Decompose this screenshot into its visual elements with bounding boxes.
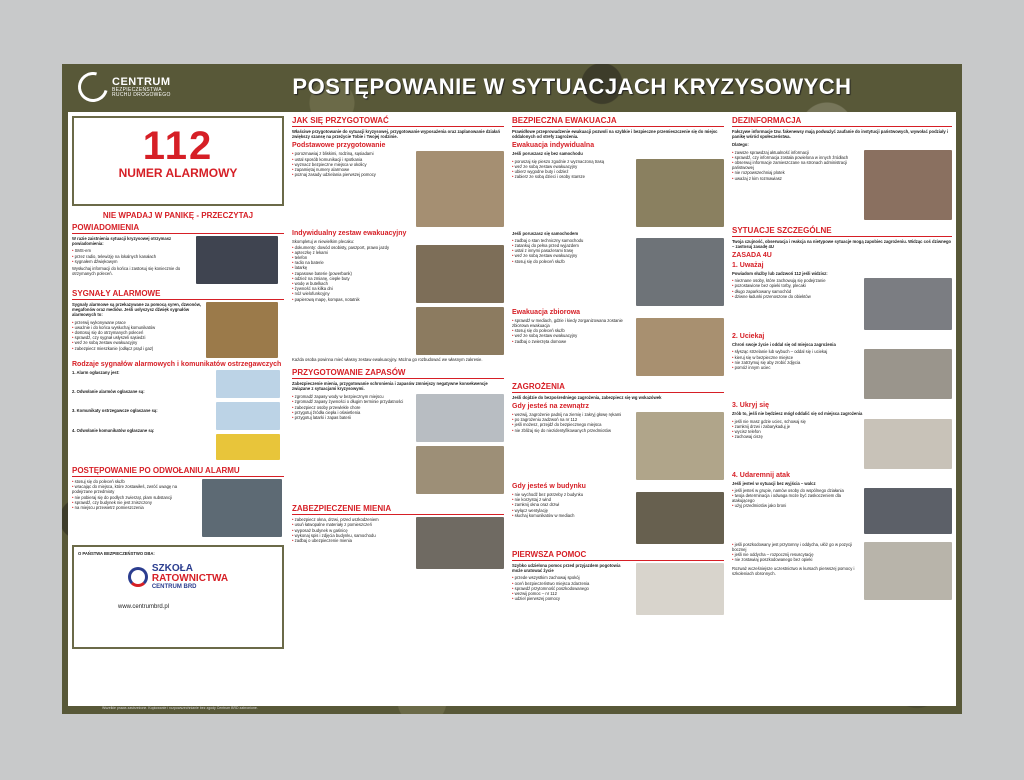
list-item: • jeśli nie oddycha – rozpocznij resuscytację (732, 552, 860, 557)
panic-heading: NIE WPADAJ W PANIKĘ - PRZECZYTAJ (102, 211, 254, 220)
emergency-box (72, 116, 284, 206)
list-item: • obserwuj informacje zamieszczane na stronach administracji państwowej (732, 160, 860, 170)
list-item: • stosuj się do poleceń służb (72, 479, 198, 484)
list-item: • wyłącz wentylację (512, 508, 632, 513)
type-3: 3. Komunikaty ostrzegawcze ogłaszane są: (72, 408, 158, 414)
kit-list (292, 245, 412, 355)
u3-list (732, 419, 860, 469)
notifications-list (72, 248, 192, 264)
alarm-intro: Sygnały alarmowe są przekazywane za pomocą syren, dzwonów, megafonów oraz mediów. Jeśli usłyszysz dźwięk sygnałów alarmowych to: (72, 302, 202, 318)
list-item: • przerwij wykonywane prace (72, 320, 202, 325)
list-item: • uważnie i do końca wysłuchaj komunikatów (72, 325, 202, 330)
supplies-title: PRZYGOTOWANIE ZAPASÓW (292, 368, 504, 379)
evac-intro: Prawidłowe przeprowadzenie ewakuacji pozwoli na szybkie i bezpieczne przemieszczenie się do miejsc oddalonych od strefy zagrożenia. (512, 129, 718, 140)
alarm-block (72, 302, 284, 358)
col4-firstaid-block (732, 542, 952, 600)
u2-list (732, 349, 860, 399)
u1-intro: Powiadom służby lub zadzwoń 112 jeśli widzisz: (732, 271, 828, 277)
supplies-intro: Zabezpieczenie mienia, przygotowanie schronienia i zapasów zmniejszy negatywne konsekwencje związane z sytuacjami kryzysowymi. (292, 380, 488, 392)
emergency-label: NUMER ALARMOWY (118, 166, 238, 180)
list-item: • zadbaj o ubezpieczenie mienia (292, 538, 412, 543)
list-item: • użyj przedmiotów jako broni (732, 503, 860, 508)
suspicious-bag-image (864, 278, 952, 330)
logo-mark-icon (73, 67, 114, 108)
kit-title: Indywidualny zestaw ewakuacyjny (292, 230, 407, 238)
disinfo-title: DEZINFORMACJA (732, 116, 952, 127)
list-item: • udziel pierwszej pomocy (512, 596, 632, 601)
indiv-title: Ewakuacja indywidualna (512, 142, 595, 150)
logo-title: CENTRUM (112, 75, 171, 88)
list-item: • zgromadź zapasy żywności o długim terminie przydatności (292, 399, 412, 404)
column-1 (72, 116, 284, 649)
list-item: • weź ze sobą zestaw ewakuacyjny (512, 253, 632, 258)
disinfo-block (732, 150, 952, 220)
rule-title: ZASADA 4U (732, 252, 772, 260)
list-item: • zabezpiecz mieszkanie (odłącz prąd i gaz) (72, 346, 202, 351)
list-item: • ubierz wygodne buty i odzież (512, 169, 632, 174)
notifications-text (72, 236, 192, 284)
alarm-list (72, 320, 202, 351)
car-heading: Jeśli poruszasz się samochodem (512, 230, 579, 236)
poster-title: POSTĘPOWANIE W SYTUACJACH KRYZYSOWYCH (292, 74, 852, 99)
column-4 (732, 116, 952, 600)
u1-block (732, 278, 952, 330)
outside-list (512, 412, 632, 480)
list-item: • sprawdź, czy budynek nie jest zniszczony (72, 500, 198, 505)
group-action-image (864, 488, 952, 534)
u4-block (732, 488, 952, 534)
u2-intro: Chroń swoje życie i oddal się od miejsca zagrożenia (732, 342, 836, 348)
list-item: • przygotuj źródła ciepła i oświetlenia (292, 410, 412, 415)
fake-news-image (864, 150, 952, 220)
list-item: • sprawdź w mediach, gdzie i kiedy zorganizowana zostanie zbiorowa ewakuacja (512, 318, 632, 328)
list-item: • dziwne ładunki przenoszone do obiektów (732, 294, 860, 299)
list-item: • zachowaj ciszę (732, 434, 860, 439)
disinfo-intro: Fałszywe informacje tzw. fakenewsy mają podważyć zaufanie do instytucji państwowych, wywołać podziały i panikę wśród społeczeństwa. (732, 129, 949, 140)
col4-firstaid-list (732, 542, 860, 563)
website-link[interactable]: www.centrumbrd.pl (118, 604, 170, 611)
list-item: • nóż wielofunkcyjny (292, 291, 412, 296)
group-block (512, 318, 724, 376)
school-title: SZKOŁA (151, 563, 193, 575)
list-item: • wyznacz bezpieczne miejsca w okolicy (292, 162, 412, 167)
partner-box (72, 545, 284, 649)
list-item: • wodę w butelkach (292, 281, 412, 286)
types-block (72, 370, 284, 460)
threats-intro: Jeśli dojdzie do bezpośredniego zagrożenia, zabezpiecz się wg wskazówek (512, 394, 662, 400)
partner-note: O PAŃSTWA BEZPIECZEŃSTWO DBA: (78, 551, 155, 556)
school-text (152, 564, 228, 590)
basic-title: Podstawowe przygotowanie (292, 142, 386, 150)
list-item: • nie korzystaj z wind (512, 497, 632, 502)
list-item: • porozmawiaj z bliskimi, rodziną, sąsiadami (292, 151, 412, 156)
notifications-intro: W razie zaistnienia sytuacji kryzysowej otrzymasz powiadomienia: (72, 236, 172, 247)
traffic-image (636, 238, 724, 306)
walking-image (636, 159, 724, 227)
emergency-number: 112 (142, 124, 214, 168)
list-item: • dokumenty: dowód osobisty, paszport, prawo jazdy (292, 245, 412, 250)
list-item: • zabezpiecz osoby przewlekle chore (292, 405, 412, 410)
list-item: • poznaj zasady udzielania pierwszej pomocy (292, 172, 412, 177)
hiding-person-image (864, 419, 952, 469)
list-item: • wykonaj spis i zdjęcia budynku, samochodu (292, 533, 412, 538)
u3-block (732, 419, 952, 469)
property-title: ZABEZPIECZENIE MIENIA (292, 504, 504, 515)
buses-image (636, 318, 724, 376)
radiation-image (216, 434, 280, 460)
inside-block (512, 492, 724, 544)
list-item: • zapasowe baterie (powerbank) (292, 271, 412, 276)
list-item: • wyposaż budynek w gaśnicę (292, 528, 412, 533)
after-alarm-title: POSTĘPOWANIE PO ODWOŁANIU ALARMU (72, 466, 284, 477)
list-item: • papierową mapę, kompas, notatnik (292, 297, 412, 302)
list-item: • telefon (292, 255, 412, 260)
notifications-title: POWIADOMIENIA (72, 223, 284, 234)
list-item: • poruszaj się pieszo zgodnie z wyznaczoną trasą (512, 159, 632, 164)
poster (62, 64, 962, 714)
list-item: • jeśli jesteś w grupie, namów osoby do wspólnego działania (732, 488, 860, 493)
type-4: 4. Odwołanie komunikatów ogłaszane są: (72, 427, 155, 433)
firstaid-title: PIERWSZA POMOC (512, 550, 724, 561)
jets-image (216, 402, 280, 430)
bandage-image (636, 563, 724, 615)
u3-intro: Zrób to, jeśli nie będziesz mógł oddalić się od miejsca zagrożenia (732, 411, 863, 417)
list-item: • sprawdź, czy informacja została powielona w innych źródłach (732, 155, 860, 160)
alarm-text (72, 302, 202, 358)
inside-list (512, 492, 632, 544)
list-item: • dostosuj się do otrzymanych poleceń (72, 330, 202, 335)
list-item: • pomóż innym uciec (732, 365, 860, 370)
kit-end: Każda osoba powinna mieć własny zestaw ewakuacyjny. Można go rozbudować we własnym zakresie. (292, 356, 483, 362)
special-title: SYTUACJE SZCZEGÓLNE (732, 226, 952, 237)
header (62, 64, 962, 110)
special-intro: Twoja czujność, obserwacja i reakcja na nietypowe sytuacje mogą zapobiec zagrożeniu. Widząc coś dziwnego – zastosuj zasadę 4U (732, 238, 952, 249)
list-item: • zapamiętaj numery alarmowe (292, 167, 412, 172)
type-2: 2. Odwołanie alarmów ogłaszane są: (72, 389, 145, 395)
u2-block (732, 349, 952, 399)
list-item: • przez radio, telewizję na lokalnych kanałach (72, 254, 192, 259)
outside-title: Gdy jesteś na zewnątrz (512, 403, 590, 411)
list-item: • wycisz telefon (732, 429, 860, 434)
crowd-image (202, 479, 282, 537)
group-title: Ewakuacja zbiorowa (512, 308, 581, 316)
inside-title: Gdy jesteś w budynku (512, 483, 586, 491)
group-list (512, 318, 632, 376)
list-item: • SMS-em (72, 248, 192, 253)
after-alarm-block (72, 479, 284, 537)
supplies-list (292, 394, 412, 494)
backpack-image (416, 245, 504, 303)
column-2 (292, 116, 504, 569)
car-list (512, 238, 632, 306)
list-item: • apteczkę z lekami (292, 250, 412, 255)
type-1: 1. Alarm ogłaszany jest: (72, 370, 120, 375)
property-block (292, 517, 504, 569)
shelter-image (636, 492, 724, 544)
col4-firstaid-text (732, 542, 860, 600)
threats-title: ZAGROŻENIA (512, 382, 724, 393)
water-image (416, 394, 504, 442)
school-mark-icon (128, 567, 148, 587)
centrum-logo (78, 72, 171, 102)
notifications-end: Wysłuchaj informacji do końca i zastosuj się koniecznie do otrzymanych poleceń. (72, 266, 181, 277)
list-item: • wezwij pomoc – nr 112 (512, 591, 632, 596)
content-area (68, 112, 956, 706)
list-item: • zawsze sprawdzaj aktualność informacji (732, 150, 860, 155)
list-item: • nie pobieraj się do podłych zwierząt, plam substancji (72, 495, 198, 500)
list-item: • żywność na kilka dni (292, 286, 412, 291)
firstaid-block (512, 563, 724, 615)
jets-image (216, 370, 280, 398)
list-item: • stosuj się do poleceń służb (512, 259, 632, 264)
tv-alert-image (196, 236, 278, 284)
firstaid-intro: Szybko udzielona pomoc przed przyjazdem pogotowia może uratować życie (512, 563, 621, 574)
list-item: • zabezpiecz okna, drzwi, przed uszkodzeniem (292, 517, 412, 522)
school-logo (78, 564, 278, 590)
running-people-image (864, 349, 952, 399)
types-images (216, 370, 280, 460)
list-item: • latarkę (292, 265, 412, 270)
list-item: • zadbaj o stan techniczny samochodu (512, 238, 632, 243)
prepare-title: JAK SIĘ PRZYGOTOWAĆ (292, 116, 504, 127)
prepare-intro: Właściwe przygotowanie do sytuacji kryzysowej, przygotowanie wyposażenia oraz zaplanowanie działań zwiększy szansę na przeżycie Tobie i Twojej rodzinie. (292, 129, 501, 140)
list-item: • przygotuj latarki i zapas baterii (292, 415, 412, 420)
list-item: • usuń łatwopalne materiały z pomieszczeń (292, 522, 412, 527)
disinfo-why: Dlatego: (732, 142, 749, 148)
list-item: • zgromadź zapasy wody w bezpiecznym miejscu (292, 394, 412, 399)
list-item: • jeśli poszkodowany jest przytomny i oddycha, ułóż go w pozycji bocznej (732, 542, 860, 552)
lock-image (416, 517, 504, 569)
list-item: • wracając do miejsca, które zostawiłeś, zwróć uwagę na podejrzane przedmioty (72, 484, 198, 494)
supplies-images (416, 394, 504, 494)
list-item: • weź ze sobą zestaw ewakuacyjny (512, 333, 632, 338)
u3-title: 3. Ukryj się (732, 402, 769, 410)
school-sub: CENTRUM BRD (151, 584, 197, 591)
u1-title: 1. Uważaj (732, 262, 764, 270)
list-item: • zamknij drzwi i zabarykaduj je (732, 424, 860, 429)
alarm-title: SYGNAŁY ALARMOWE (72, 289, 284, 300)
list-item: • długo zaparkowany samochód (732, 289, 860, 294)
u2-title: 2. Uciekaj (732, 333, 765, 341)
list-item: • sprawdź przytomność poszkodowanego (512, 586, 632, 591)
list-item: • zatankuj do pełna przed wyjazdem (512, 243, 632, 248)
footer-note: Wszelkie prawa zastrzeżone. Kopiowanie i rozpowszechnianie bez zgody Centrum BRD zabronione. (102, 706, 258, 710)
col4-firstaid-end: Rozważ wcześniejsze uczestnictwo w kursach pierwszej pomocy i szkoleniach obronnych. (732, 565, 855, 576)
list-item: • weź ze sobą zestaw ewakuacyjny (72, 340, 202, 345)
no-car-heading: Jeśli poruszasz się bez samochodu (512, 151, 583, 157)
after-alarm-list (72, 479, 198, 537)
notifications-block (72, 236, 284, 284)
types-title: Rodzaje sygnałów alarmowych i komunikatów ostrzegawczych (72, 361, 282, 368)
explosion-image (636, 412, 724, 480)
list-item: • jeśli możesz, przejdź do bezpiecznego miejsca (512, 422, 632, 427)
evac-title: BEZPIECZNA EWAKUACJA (512, 116, 724, 127)
list-item: • twoja determinacja i odwaga może być zaskoczeniem dla atakującego (732, 493, 860, 503)
list-item: • nie zatrzymuj się aby zrobić zdjęcia (732, 360, 860, 365)
list-item: • nie wychodź bez potrzeby z budynku (512, 492, 632, 497)
list-item: • nie rozpowszechniaj plotek (732, 170, 860, 175)
car-block (512, 238, 724, 306)
list-item: • nie zostawiaj poszkodowanego bez opieki (732, 557, 860, 562)
list-item: • nie zbliżaj się do niezidentyfikowanych przedmiotów (512, 428, 632, 433)
list-item: • stosuj się do poleceń służb (512, 328, 632, 333)
logo-sub: BEZPIECZEŃSTWA (112, 86, 162, 93)
u1-list (732, 278, 860, 330)
u4-title: 4. Udaremnij atak (732, 471, 790, 479)
column-3 (512, 116, 724, 615)
kit-images (416, 245, 504, 355)
list-item: • nieznane osoby, które zachowują się podejrzanie (732, 278, 860, 283)
list-item: • po zagrożeniu zadzwoń na nr 112 (512, 417, 632, 422)
school-name: RATOWNICTWA (151, 573, 229, 585)
outside-block (512, 412, 724, 480)
u4-intro: Jeśli jesteś w sytuacji bez wyjścia – walcz (732, 480, 816, 486)
family-image (416, 151, 504, 227)
siren-image (206, 302, 278, 358)
list-item: • zabierz ze sobą dzieci i osoby starsze (512, 174, 632, 179)
firstaid-text (512, 563, 632, 615)
kit-block (292, 245, 504, 355)
list-item: • pozostawione bez opieki torby, plecaki (732, 283, 860, 288)
u4-list (732, 488, 860, 534)
list-item: • na miejscu przewietrz pomieszczenia (72, 505, 198, 510)
food-image (416, 446, 504, 494)
list-item: • kieruj się w bezpieczne miejsce (732, 355, 860, 360)
list-item: • radio na baterie (292, 260, 412, 265)
kit-items-image (416, 307, 504, 355)
list-item: • odzież na zmianę, ciepłe buty (292, 276, 412, 281)
no-car-list (512, 159, 632, 227)
list-item: • słuchaj komunikatów w mediach (512, 513, 632, 518)
list-item: • ustal z innymi pasażerami trasę (512, 248, 632, 253)
list-item: • sygnałem dźwiękowym (72, 259, 192, 264)
no-car-block (512, 159, 724, 227)
property-list (292, 517, 412, 569)
list-item: • weź ze sobą zestaw ewakuacyjny (512, 164, 632, 169)
list-item: • oceń bezpieczeństwo miejsca zdarzenia (512, 581, 632, 586)
kit-intro: Skompletuj w niewielkim plecaku: (292, 239, 355, 245)
list-item: • jeśli nie masz gdzie uciec, schowaj się (732, 419, 860, 424)
list-item: • przede wszystkim zachowaj spokój (512, 575, 632, 580)
logo-sub: RUCHU DROGOWEGO (112, 91, 171, 98)
list-item: • zadbaj o zwierzęta domowe (512, 339, 632, 344)
firstaid-list (512, 575, 632, 601)
list-item: • zamknij okna oraz drzwi (512, 502, 632, 507)
basic-block (292, 151, 504, 227)
list-item: • sprawdź, czy sygnał usłyszeli sąsiedzi (72, 335, 202, 340)
list-item: • uważaj z kim rozmawiasz (732, 176, 860, 181)
list-item: • słysząc strzelanie lub wybuch – oddal się i uciekaj (732, 349, 860, 354)
supplies-block (292, 394, 504, 494)
disinfo-list (732, 150, 860, 220)
list-item: • wezwij, zagrożenie padnij na ziemię i zakryj głowę rękami (512, 412, 632, 417)
logo-text (112, 77, 171, 98)
list-item: • ustal sposób komunikacji i spotkania (292, 157, 412, 162)
basic-list (292, 151, 412, 227)
cpr-image (864, 542, 952, 600)
types-text (72, 370, 212, 460)
